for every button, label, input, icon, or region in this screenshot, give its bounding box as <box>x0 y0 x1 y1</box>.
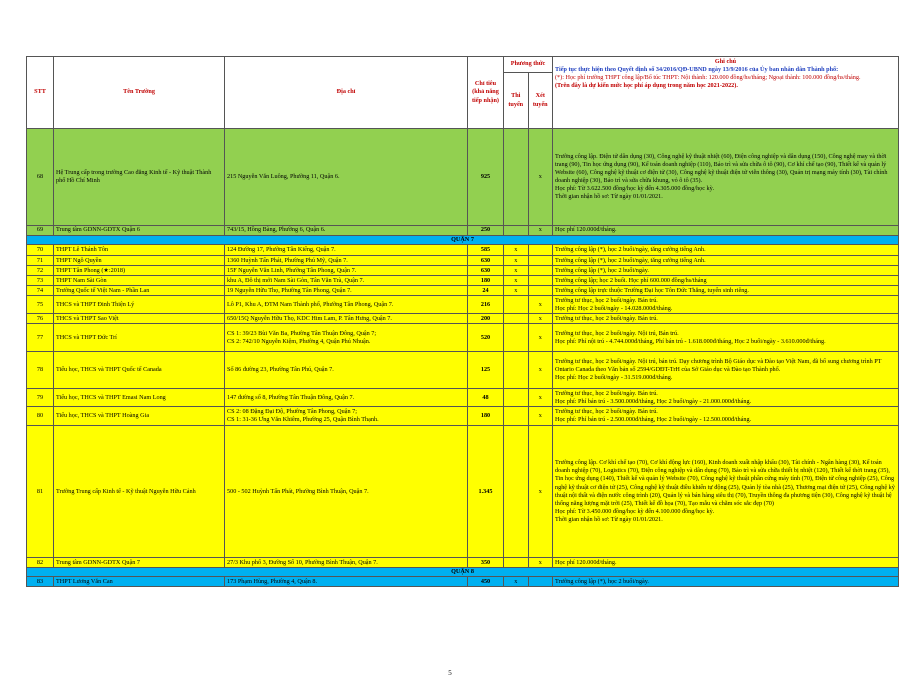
row-address: khu A, Đô thị mới Nam Sài Gòn, Tân Văn Trà, Quận 7. <box>225 276 468 286</box>
row-capacity: 350 <box>468 558 504 568</box>
row-method-exam <box>504 226 529 236</box>
row-stt: 70 <box>27 245 54 256</box>
table-body <box>27 129 899 587</box>
row-capacity: 1.345 <box>468 426 504 558</box>
row-capacity: 24 <box>468 286 504 296</box>
row-school-name: THPT Lương Văn Can <box>54 577 225 587</box>
row-address: CS 2: 08 Đặng Đại Độ, Phường Tân Phong, Quận 7; CS 1: 31-36 Ưng Văn Khiêm, Phường 25, Quận Bình Thạnh. <box>225 407 468 426</box>
row-school-name: THCS và THPT Đức Trí <box>54 324 225 352</box>
row-method-exam <box>504 389 529 407</box>
header-method-exam: Thi tuyển <box>504 73 529 129</box>
row-method-exam: x <box>504 577 529 587</box>
table-row <box>27 296 899 314</box>
row-method-review: x <box>528 558 553 568</box>
header-stt: STT <box>27 57 54 129</box>
row-stt: 79 <box>27 389 54 407</box>
row-method-review <box>528 577 553 587</box>
row-note: Trường công lập trực thuộc Trường Đại học Tôn Đức Thắng, tuyển sinh riêng. <box>553 286 899 296</box>
note-line-forecast: (Trên đây là dự kiến mức học phí áp dụng trong năm học 2021-2022). <box>555 82 738 90</box>
district-label: QUẬN 7 <box>27 236 899 245</box>
row-stt: 69 <box>27 226 54 236</box>
district-header-row <box>27 568 899 577</box>
table-row <box>27 286 899 296</box>
row-method-review: x <box>528 407 553 426</box>
row-address: 15F Nguyễn Văn Linh, Phường Tân Phong, Quận 7. <box>225 266 468 276</box>
row-address: 1360 Huỳnh Tấn Phát, Phường Phú Mỹ, Quận 7. <box>225 256 468 266</box>
row-method-review: x <box>528 129 553 226</box>
header-note <box>553 57 899 129</box>
row-method-review: x <box>528 314 553 324</box>
row-capacity: 925 <box>468 129 504 226</box>
row-method-review <box>528 276 553 286</box>
row-stt: 82 <box>27 558 54 568</box>
row-method-review: x <box>528 296 553 314</box>
row-note: Trường công lập (*), học 2 buổi/ngày. <box>553 577 899 587</box>
table-row <box>27 352 899 389</box>
row-address: 500 - 502 Huỳnh Tấn Phát, Phường Bình Thuận, Quận 7. <box>225 426 468 558</box>
row-stt: 78 <box>27 352 54 389</box>
row-address: 650/15Q Nguyễn Hữu Thọ, KDC Him Lam, P. Tân Hưng, Quận 7. <box>225 314 468 324</box>
row-address: 124 Đường 17, Phường Tân Kiểng, Quận 7. <box>225 245 468 256</box>
row-address: 743/15, Hồng Bàng, Phường 6, Quận 6. <box>225 226 468 236</box>
row-address: 27/3 Khu phố 3, Đường Số 10, Phường Bình Thuận, Quận 7. <box>225 558 468 568</box>
table-row <box>27 407 899 426</box>
note-line-decision: Tiếp tục thực hiện theo Quyết định số 34/2016/QĐ-UBND ngày 13/9/2016 của Ủy ban nhân dân Thành phố: <box>555 66 839 74</box>
note-title: Ghi chú <box>714 58 737 65</box>
row-note: Trường công lập (*), học 2 buổi/ngày, tăng cường tiếng Anh. <box>553 256 899 266</box>
header-method: Phương thức <box>504 57 553 73</box>
district-label: QUẬN 8 <box>27 568 899 577</box>
row-note: Trường công lập. Điện tử dân dụng (30), Công nghệ kỹ thuật nhiệt (60), Điện công nghiệp và dân dụng (150), Công nghệ may và thời trang (90), Tin học ứng dụng (90), Kế toán doanh nghiệp (110), Bảo trì và sửa chữa ô tô (90), Cơ khí chế tạo (90), Thiết kế và quản lý Website (60), Công nghệ kỹ thuật cơ điện tử (30), Công nghệ kỹ thuật điện tử viễn thông (30), Quản trị mạng máy tính (30), Tài chính doanh nghiệp (30), Bảo trì và sửa chữa khung, vỏ ô tô (35). Học phí: Từ 3.622.500 đồng/học kỳ đến 4.305.000 đồng/học kỳ. Thời gian nhận hồ sơ: Từ ngày 01/01/2021. <box>553 129 899 226</box>
row-method-review: x <box>528 352 553 389</box>
row-method-exam <box>504 558 529 568</box>
row-method-exam: x <box>504 245 529 256</box>
row-address: 173 Phạm Hùng, Phường 4, Quận 8. <box>225 577 468 587</box>
row-school-name: Trường Quốc tế Việt Nam - Phần Lan <box>54 286 225 296</box>
row-method-exam <box>504 296 529 314</box>
row-address: 147 đường số 8, Phường Tân Thuận Đông, Quận 7. <box>225 389 468 407</box>
row-method-review <box>528 245 553 256</box>
admissions-table-sheet <box>26 56 896 587</box>
header-method-review: Xét tuyển <box>528 73 553 129</box>
row-note: Học phí 120.000đ/tháng. <box>553 558 899 568</box>
row-address: Lô P1, Khu A, ĐTM Nam Thành phố, Phường Tân Phong, Quận 7. <box>225 296 468 314</box>
row-method-review: x <box>528 426 553 558</box>
row-stt: 68 <box>27 129 54 226</box>
row-method-exam: x <box>504 286 529 296</box>
row-address: CS 1: 39/23 Bùi Văn Ba, Phường Tân Thuận Đông, Quận 7; CS 2: 742/10 Nguyễn Kiệm, Phường 4, Quận Phú Nhuận. <box>225 324 468 352</box>
row-note: Trường công lập (*), học 2 buổi/ngày, tăng cường tiếng Anh. <box>553 245 899 256</box>
row-address: Số 86 đường 23, Phường Tân Phú, Quận 7. <box>225 352 468 389</box>
row-school-name: Tiểu học, THCS và THPT Quốc tế Canada <box>54 352 225 389</box>
row-note: Trường tư thục, học 2 buổi/ngày. Bán trú. Học phí: Phí bán trú - 2.500.000đ/tháng, Học 2 buổi/ngày - 12.500.000đ/tháng. <box>553 407 899 426</box>
row-stt: 77 <box>27 324 54 352</box>
row-school-name: THPT Ngô Quyền <box>54 256 225 266</box>
row-school-name: THPT Nam Sài Gòn <box>54 276 225 286</box>
note-line-fee: (*): Học phí trường THPT công lập/Bổ túc THPT: Nội thành: 120.000 đồng/hs/tháng; Ngoại thành: 100.000 đồng/hs/tháng. <box>555 74 861 82</box>
row-stt: 81 <box>27 426 54 558</box>
row-method-exam <box>504 352 529 389</box>
row-school-name: THCS và THPT Đinh Thiện Lý <box>54 296 225 314</box>
row-capacity: 200 <box>468 314 504 324</box>
row-school-name: Trường Trung cấp Kinh tế - Kỹ thuật Nguyễn Hữu Cảnh <box>54 426 225 558</box>
header-address: Địa chỉ <box>225 57 468 129</box>
row-capacity: 630 <box>468 266 504 276</box>
row-capacity: 630 <box>468 256 504 266</box>
row-school-name: Trung tâm GDNN-GDTX Quận 6 <box>54 226 225 236</box>
row-school-name: Trung tâm GDNN-GDTX Quận 7 <box>54 558 225 568</box>
row-school-name: THPT Lê Thánh Tôn <box>54 245 225 256</box>
row-note: Trường công lập; học 2 buổi. Học phí 600.000 đồng/hs/tháng <box>553 276 899 286</box>
row-method-review <box>528 286 553 296</box>
row-school-name: Tiểu học, THCS và THPT Hoàng Gia <box>54 407 225 426</box>
row-note: Trường công lập. Cơ khí chế tạo (70), Cơ khí động lực (160), Kinh doanh xuất nhập khẩu (30), Tài chính - Ngân hàng (30), Kế toán doanh nghiệp (70), Logistics (70), Điện công nghiệp và dân dụng (70), Bảo trì và sửa chữa thiết bị nhiệt (120), Thiết kế thời trang (35), Tin học ứng dụng (140), Thiết kế và quản lý Website (70), Công nghệ kỹ thuật phần cứng máy tính (70), Điện tử công nghiệp (25), Công nghệ kỹ thuật cơ điện tử (25), Công nghệ kỹ thuật điều khiển tự động (25), Quản lý tòa nhà (25), Thương mại điện tử (25), Công nghệ kỹ thuật nội thất và điện nước công trình (20), Quản lý và bán hàng siêu thị (70), Truyền thông đa phương tiện (30), Công nghệ kỹ thuật hệ thống năng lượng mặt trời (25), Thiết kế đồ họa (70), Tạo mẫu và chăm sóc sắc đẹp (70) Học phí: Từ 3.450.000 đồng/học kỳ đến 4.100.000 đồng/học kỳ. Thời gian nhận hồ sơ: Từ ngày 01/01/2021. <box>553 426 899 558</box>
table-row <box>27 256 899 266</box>
header-capacity: Chỉ tiêu (khả năng tiếp nhận) <box>468 57 504 129</box>
row-stt: 75 <box>27 296 54 314</box>
row-stt: 76 <box>27 314 54 324</box>
row-capacity: 520 <box>468 324 504 352</box>
admissions-table <box>26 56 899 587</box>
row-stt: 71 <box>27 256 54 266</box>
row-method-exam <box>504 324 529 352</box>
row-address: 19 Nguyễn Hữu Thọ, Phường Tân Phong, Quận 7. <box>225 286 468 296</box>
row-method-exam <box>504 314 529 324</box>
row-note: Trường tư thục, học 2 buổi/ngày. Nội trú, bán trú. Dạy chương trình Bộ Giáo dục và Đào tạo Việt Nam, đã bổ sung chương trình PT Ontario Canada theo Văn bản số 2594/GDĐT-TrH của Sở Giáo dục và Đào tạo Thành phố. Học phí: Học 2 buổi/ngày - 31.519.000đ/tháng. <box>553 352 899 389</box>
row-capacity: 48 <box>468 389 504 407</box>
table-row <box>27 266 899 276</box>
row-capacity: 180 <box>468 276 504 286</box>
row-method-review <box>528 266 553 276</box>
row-method-review <box>528 256 553 266</box>
row-note: Trường tư thục, học 2 buổi/ngày. Bán trú. <box>553 314 899 324</box>
row-stt: 83 <box>27 577 54 587</box>
table-row <box>27 226 899 236</box>
row-method-exam: x <box>504 256 529 266</box>
row-method-exam <box>504 407 529 426</box>
table-row <box>27 558 899 568</box>
row-note: Trường tư thục, học 2 buổi/ngày. Nội trú, Bán trú. Học phí: Phí nội trú - 4.744.000đ/tháng, Phí bán trú - 1.618.000đ/tháng, Học 2 buổi/ngày - 3.610.000đ/tháng. <box>553 324 899 352</box>
row-stt: 80 <box>27 407 54 426</box>
row-note: Trường công lập (*), học 2 buổi/ngày. <box>553 266 899 276</box>
row-note: Trường tư thục, học 2 buổi/ngày. Bán trú. Học phí: Học 2 buổi/ngày - 14.028.000đ/tháng. <box>553 296 899 314</box>
page-number: 5 <box>448 669 452 677</box>
row-capacity: 125 <box>468 352 504 389</box>
table-row <box>27 389 899 407</box>
header-school: Tên Trường <box>54 57 225 129</box>
table-row <box>27 324 899 352</box>
table-row <box>27 577 899 587</box>
table-row <box>27 245 899 256</box>
row-address: 215 Nguyễn Văn Luông, Phường 11, Quận 6. <box>225 129 468 226</box>
table-row <box>27 129 899 226</box>
row-stt: 74 <box>27 286 54 296</box>
row-capacity: 216 <box>468 296 504 314</box>
row-school-name: THPT Tân Phong (★:2018) <box>54 266 225 276</box>
row-method-exam: x <box>504 266 529 276</box>
row-note: Trường tư thục, học 2 buổi/ngày. Bán trú. Học phí: Phí bán trú - 3.500.000đ/tháng, Học 2 buổi/ngày - 21.000.000đ/tháng. <box>553 389 899 407</box>
row-method-exam <box>504 426 529 558</box>
row-school-name: Hệ Trung cấp trong trường Cao đẳng Kinh tế - Kỹ thuật Thành phố Hồ Chí Minh <box>54 129 225 226</box>
table-row <box>27 314 899 324</box>
district-header-row <box>27 236 899 245</box>
table-row <box>27 426 899 558</box>
row-school-name: Tiểu học, THCS và THPT Emasi Nam Long <box>54 389 225 407</box>
row-method-review: x <box>528 389 553 407</box>
row-capacity: 180 <box>468 407 504 426</box>
row-capacity: 250 <box>468 226 504 236</box>
row-capacity: 585 <box>468 245 504 256</box>
row-method-review: x <box>528 226 553 236</box>
row-school-name: THCS và THPT Sao Việt <box>54 314 225 324</box>
row-note: Học phí 120.000đ/tháng. <box>553 226 899 236</box>
row-method-exam <box>504 129 529 226</box>
table-row <box>27 276 899 286</box>
row-stt: 73 <box>27 276 54 286</box>
row-method-review: x <box>528 324 553 352</box>
row-stt: 72 <box>27 266 54 276</box>
row-capacity: 450 <box>468 577 504 587</box>
row-method-exam: x <box>504 276 529 286</box>
